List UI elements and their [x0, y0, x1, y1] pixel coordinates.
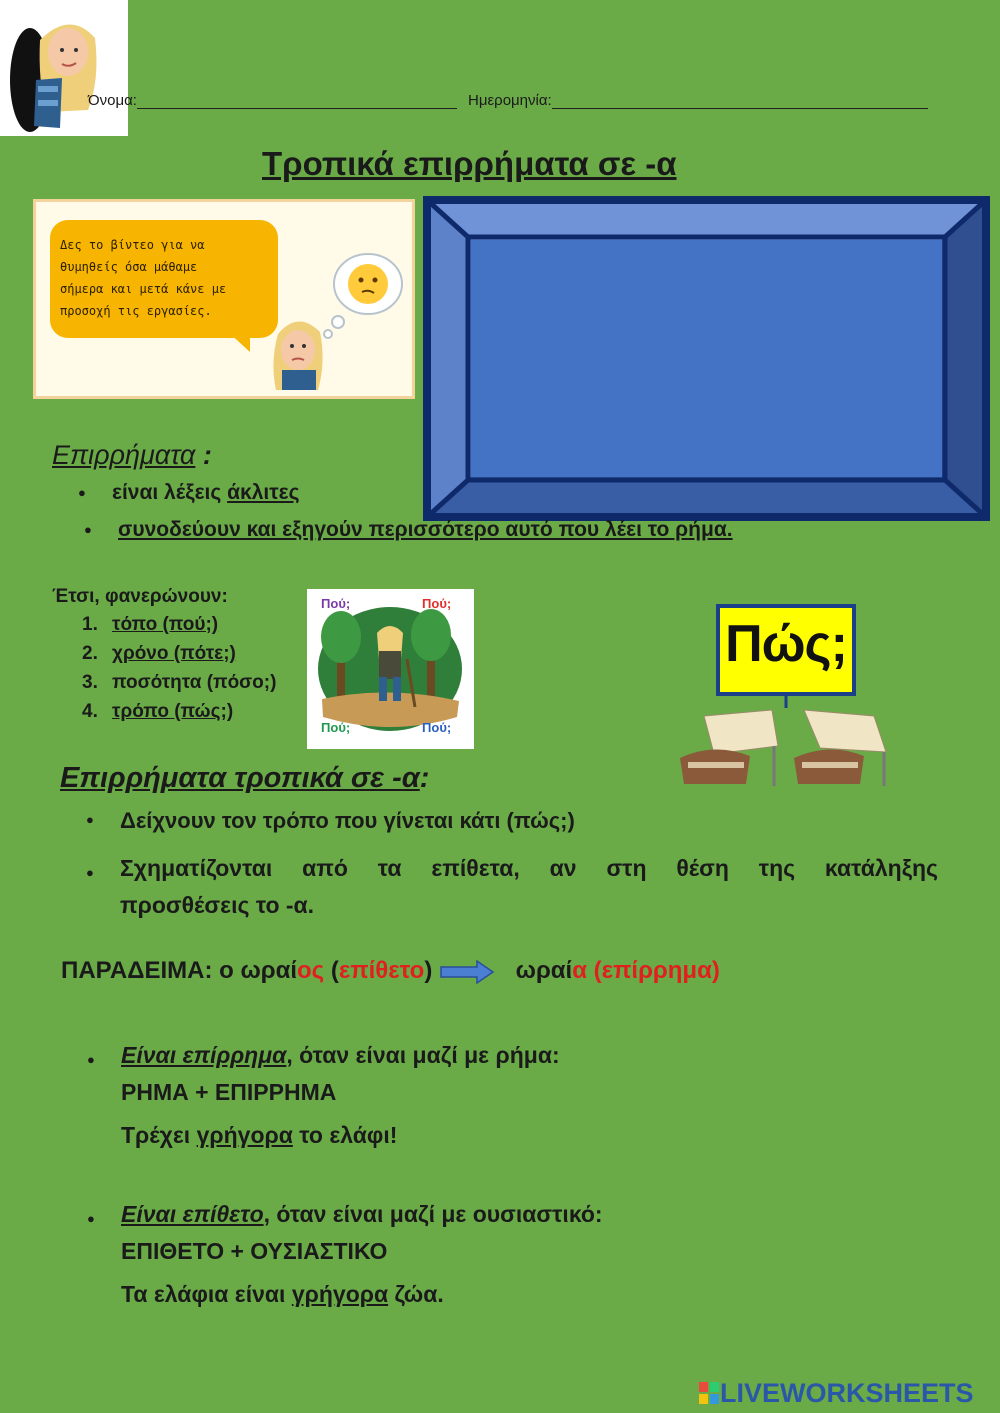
date-line[interactable] [552, 94, 928, 109]
bubble-line: σήμερα και μετά κάνε με [60, 282, 227, 296]
bubble-tail [226, 330, 250, 352]
reveal-item [82, 672, 276, 694]
example-paren: ) [424, 957, 433, 984]
adverbs-bullet-2: ● συνοδεύουν και εξηγούν περισσότερο αυτό που λέει το ρήμα. [118, 518, 733, 542]
rule-line [121, 1037, 560, 1074]
item-text: τρόπο (πώς;) [112, 701, 234, 722]
tropika-heading-colon: : [419, 762, 430, 794]
bullet-line: προσθέσεις το -α. [120, 892, 315, 918]
sentence-text: ζώα. [388, 1281, 444, 1307]
item-number: 3. [82, 672, 98, 693]
bullet-underlined-word: άκλιτες [227, 481, 300, 504]
liveworksheets-mark-icon [698, 1381, 720, 1405]
example-tag: (επίρρημα) [586, 957, 720, 984]
rule-sentence [121, 1117, 560, 1154]
logo-text: LIVEWORKSHEETS [720, 1378, 974, 1408]
thinking-girl-icon [268, 242, 408, 392]
sentence-word: γρήγορα [291, 1281, 389, 1307]
reveal-item [82, 643, 236, 665]
tropika-bullet-1: ● Δείχνουν τον τρόπο που γίνεται κάτι (πώς;) [120, 808, 575, 834]
speech-panel [33, 199, 415, 399]
item-number: 4. [82, 701, 98, 722]
tropika-bullet-2 [120, 850, 938, 924]
example-ending: ος [297, 957, 325, 984]
example-paren: ( [324, 957, 339, 984]
where-illustration [307, 589, 474, 749]
rule-formula: ΡΗΜΑ + ΕΠΙΡΡΗΜΑ [121, 1079, 337, 1105]
item-number: 2. [82, 643, 98, 664]
adverbs-bullet-1 [112, 481, 300, 505]
example-label: ΠΑΡΑΔΕΙΜΑ: ο ωραί [61, 957, 298, 984]
bubble-line: θυμηθείς όσα μάθαμε [60, 260, 198, 274]
speech-bubble [50, 220, 278, 338]
adverbs-heading-text: Επιρρήματα [52, 440, 196, 470]
item-text: τόπο (πού;) [112, 614, 219, 635]
liveworksheets-logo [698, 1378, 974, 1409]
reveal-item [82, 701, 233, 723]
name-field[interactable] [88, 92, 457, 109]
item-number: 1. [82, 614, 98, 635]
rule-adjective [121, 1196, 603, 1313]
rule-sentence [121, 1276, 603, 1313]
adverbs-heading-colon: : [195, 440, 212, 470]
rule-adverb [121, 1037, 560, 1154]
school-desks-icon [674, 696, 898, 792]
where-label: Πού; [422, 596, 452, 611]
item-text: χρόνο (πότε;) [112, 643, 236, 664]
date-label: Ημερομηνία: [468, 92, 552, 109]
reveal-intro: Έτσι, φανερώνουν: [52, 586, 228, 607]
example-tag: επίθετο [338, 957, 425, 984]
header-avatar [0, 0, 128, 136]
rule-rest: , όταν είναι μαζί με ρήμα: [286, 1042, 560, 1068]
bubble-line: Δες το βίντεο για να [60, 238, 205, 252]
tropika-heading-text: Επιρρήματα τροπικά σε -α [60, 762, 420, 794]
item-text: ποσότητα (πόσο;) [112, 672, 277, 693]
date-field[interactable] [468, 92, 928, 109]
where-label: Πού; [321, 720, 351, 735]
name-label: Όνομα: [88, 92, 137, 109]
tropika-heading [60, 762, 429, 795]
sentence-text: Τα ελάφια είναι [121, 1281, 292, 1307]
rule-lead: Είναι επίρρημα [121, 1042, 287, 1068]
rule-line [121, 1196, 603, 1233]
example-line [61, 957, 720, 985]
where-label: Πού; [422, 720, 452, 735]
reveal-item [82, 614, 218, 636]
rule-lead: Είναι επίθετο [121, 1201, 264, 1227]
how-board [716, 604, 856, 696]
girl-peeking-icon [0, 0, 128, 136]
sentence-text: το ελάφι! [292, 1122, 398, 1148]
sentence-text: Τρέχει [121, 1122, 197, 1148]
example-ending: α [572, 957, 587, 984]
bullet-text: είναι λέξεις [112, 481, 228, 504]
adverbs-heading [52, 440, 212, 471]
bullet-line: ● Σχηματίζονται από τα επίθετα, αν στη θέση της κατάληξης [120, 855, 938, 881]
rule-rest: , όταν είναι μαζί με ουσιαστικό: [263, 1201, 603, 1227]
page-title: Τροπικά επιρρήματα σε -α [262, 145, 677, 182]
bubble-line: προσοχή τις εργασίες. [60, 304, 212, 318]
where-label: Πού; [321, 596, 351, 611]
name-line[interactable] [137, 94, 457, 109]
sentence-word: γρήγορα [196, 1122, 293, 1148]
video-player-frame[interactable] [423, 196, 990, 521]
example-word: ωραί [515, 957, 573, 984]
rule-formula: ΕΠΙΘΕΤΟ + ΟΥΣΙΑΣΤΙΚΟ [121, 1238, 388, 1264]
how-board-text: Πώς; [725, 615, 847, 673]
arrow-right-icon [439, 959, 495, 985]
